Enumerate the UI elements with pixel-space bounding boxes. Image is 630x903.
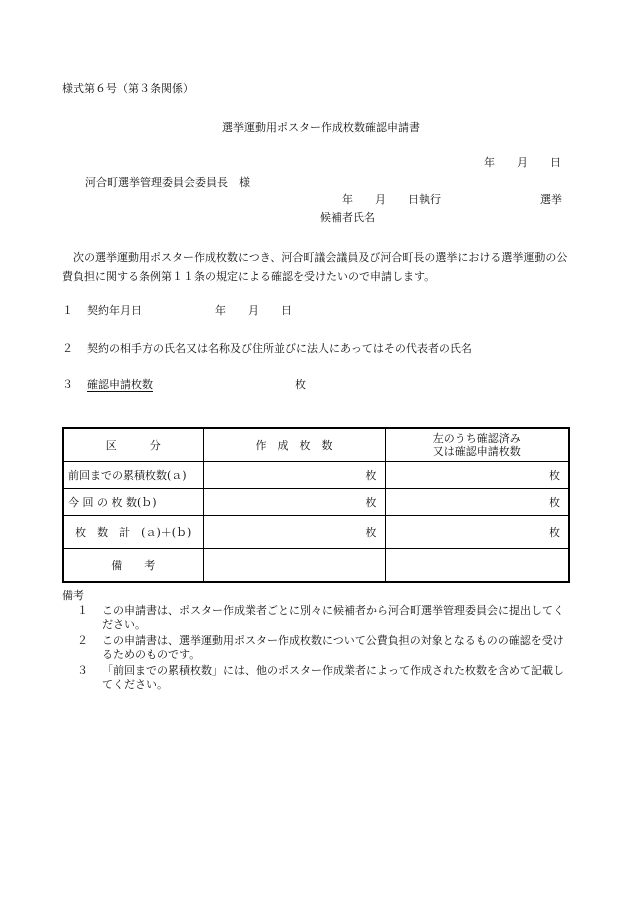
body-text: 次の選挙運動用ポスター作成枚数につき、河合町議会議員及び河合町長の選挙における選挙運動の公費負担に関する条例第１１条の規定による確認を受けたいので申請します。 [62, 251, 568, 283]
header-confirmed-line1: 左のうち確認済み [432, 432, 521, 445]
item-1-date-value: 年 月 日 [215, 304, 292, 317]
table-row [63, 489, 569, 516]
item-3-field [87, 378, 308, 392]
election-date-field: 年 月 日執行 [342, 193, 441, 206]
candidate-name-label: 候補者氏名 [320, 211, 375, 224]
note-text: この申請書は、ポスター作成業者ごとに別々に候補者から河合町選挙管理委員会に提出してください。 [102, 604, 564, 631]
header-confirmed-line2: 又は確認申請枚数 [432, 445, 521, 458]
confirmed-count-cell: 枚 [385, 462, 569, 489]
date-line: 年 月 日 [484, 156, 561, 169]
item-3-unit: 枚 [295, 378, 306, 391]
note-number: ３ [77, 664, 88, 677]
remarks-label: 備 考 [63, 549, 203, 583]
created-count-cell: 枚 [203, 489, 385, 516]
confirmed-count-cell: 枚 [385, 489, 569, 516]
document-title: 選挙運動用ポスター作成枚数確認申請書 [222, 121, 420, 134]
remarks-cell [385, 549, 569, 583]
note-item [62, 664, 568, 694]
table-row [63, 462, 569, 489]
note-item [62, 634, 568, 664]
created-count-cell: 枚 [203, 516, 385, 549]
note-text: この申請書は、選挙運動用ポスター作成枚数について公費負担の対象となるものの確認を受けるためのものです。 [102, 634, 564, 661]
addressee: 河合町選挙管理委員会委員長 様 [85, 176, 250, 189]
header-category: 区 分 [63, 428, 203, 462]
item-2-number: ２ [62, 342, 73, 355]
item-2-label: 契約の相手方の氏名又は名称及び住所並びに法人にあってはその代表者の氏名 [87, 342, 472, 355]
note-text: 「前回までの累積枚数」には、他のポスター作成業者によって作成された枚数を含めて記載してください。 [102, 664, 564, 691]
item-1-number: １ [62, 304, 73, 317]
note-number: １ [77, 604, 88, 617]
count-table [62, 427, 570, 583]
remarks-cell [203, 549, 385, 583]
note-number: ２ [77, 634, 88, 647]
item-1-label: 契約年月日 [87, 304, 142, 317]
created-count-cell: 枚 [203, 462, 385, 489]
table-row [63, 549, 569, 583]
note-item [62, 604, 568, 634]
confirmed-count-cell: 枚 [385, 516, 569, 549]
header-confirmed-count [385, 428, 569, 462]
table-row [63, 516, 569, 549]
row-label: 前回までの累積枚数(ａ) [63, 462, 203, 489]
table-header-row [63, 428, 569, 462]
form-id: 様式第６号（第３条関係） [62, 82, 194, 95]
election-name-label: 選挙 [540, 193, 562, 206]
row-label: 枚 数 計 (ａ)＋(ｂ) [63, 516, 203, 549]
notes-heading: 備考 [62, 589, 84, 602]
row-label: 今 回 の 枚 数(ｂ) [63, 489, 203, 516]
item-3-label: 確認申請枚数 [87, 378, 153, 391]
header-created-count: 作 成 枚 数 [203, 428, 385, 462]
item-3-number: ３ [62, 378, 73, 391]
